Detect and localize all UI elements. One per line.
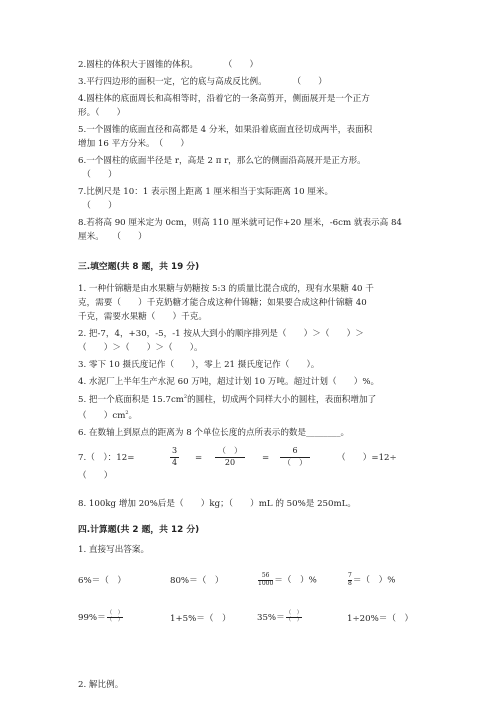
- judge-q8: 8.若将高 90 厘米定为 0cm，则高 110 厘米就可记作+20 厘米，-6cm 就表示高 84: [78, 218, 402, 228]
- judge-q7: 7.比例尺是 10：1 表示图上距离 1 厘米相当于实际距离 10 厘米。: [78, 187, 334, 197]
- fill-q4: 4. 水泥厂上半年生产水泥 60 万吨，超过计划 10 万吨。超过计划（ ）%。: [78, 377, 380, 387]
- fill-q1-line2: 克，需要（ ）千克奶糖才能合成这种什锦糖；如果要合成这种什锦糖 40: [78, 298, 367, 308]
- judge-q5-line2: 增加 16 平方分米。 （ ）: [78, 139, 189, 149]
- judge-q6: 6.一个圆柱的底面半径是 r，高是 2 π r，那么它的侧面沿高展开是正方形。: [78, 156, 366, 166]
- fill-q5-line2: （ ）$cm^2$。: [78, 410, 138, 421]
- fill-q7-eq2: =: [262, 453, 270, 463]
- fill-q7-eq1: =: [195, 453, 203, 463]
- judge-q6-line2: （ ）: [78, 170, 117, 180]
- fill-q5-line1: 5. 把一个底面积是 $15.7cm^2$的圆柱，切成两个同样大小的圆柱，表面积增加了: [78, 394, 377, 405]
- judge-q2: 2.圆柱的体积大于圆锥的体积。 （ ）: [78, 60, 259, 70]
- fill-q2-line2: （ ）＞（ ）＞（ ）。: [78, 343, 203, 353]
- fraction-blank-over-20: （ ） 20: [215, 446, 245, 469]
- calc-r2-d: 1÷20%＝（ ）: [347, 614, 414, 624]
- judge-q3: 3.平行四边形的面积一定，它的底与高成反比例。 （ ）: [78, 77, 327, 87]
- fill-q7-prefix: 7.（ ）：12=: [78, 453, 135, 463]
- fill-q1-line1: 1. 一种什锦糖是由水果糖与奶糖按 5:3 的质量比混合成的，现有水果糖 40 千: [78, 284, 374, 294]
- section-title-calc: 四.计算题(共 2 题，共 12 分): [78, 525, 200, 535]
- calc-r2-b: 1+5%＝（ ）: [170, 614, 231, 624]
- fill-q3: 3. 零下 10 摄氏度记作（ ），零上 21 摄氏度记作（ ）。: [78, 360, 320, 370]
- fraction-three-quarters: 3 4: [171, 446, 178, 467]
- calc-r1-a: 6%＝（ ）: [78, 576, 127, 586]
- calc-r1-b: 80%＝（ ）: [170, 576, 224, 586]
- calc-q2: 2. 解比例。: [78, 680, 124, 690]
- fill-q6: 6. 在数轴上到原点的距离为 8 个单位长度的点所表示的数是________。: [78, 428, 350, 438]
- fill-q7-suffix-line2: （ ）: [78, 471, 113, 481]
- calc-r1-c: $\frac{56}{1000}$ ＝（ ）%: [258, 572, 317, 587]
- section-title-fill: 三.填空题(共 8 题，共 19 分): [78, 262, 200, 272]
- fill-q7-suffix: （ ）=12÷: [337, 453, 397, 463]
- fill-q8: 8. 100kg 增加 20%后是（ ）kg；（ ）mL 的 50%是 250mL。: [78, 499, 356, 509]
- judge-q7-line2: （ ）: [78, 201, 117, 211]
- calc-r2-c: 35%＝ （ ） （ ）: [257, 610, 303, 623]
- fill-q1-line3: 千克，需要水果糖（ ）千克。: [78, 312, 207, 322]
- calc-q1: 1. 直接写出答案。: [78, 545, 150, 555]
- judge-q5: 5.一个圆锥的底面直径和高都是 4 分米，如果沿着底面直径切成两半，表面积: [78, 125, 373, 135]
- judge-q8-line2: 厘米。 （ ）: [78, 232, 147, 242]
- judge-q4-line2: 形。（ ）: [78, 108, 126, 118]
- fill-q2-line1: 2. 把-7，4，+30，-5，-1 按从大到小的顺序排列是（ ）＞（ ）＞: [78, 329, 364, 339]
- judge-q4: 4.圆柱体的底面周长和高相等时，沿着它的一条高剪开，侧面展开是一个正方: [78, 94, 370, 104]
- calc-r2-a: 99%＝ （ ） （ ）: [78, 610, 124, 623]
- calc-r1-d: $\frac{7}{8}$ ＝（ ）%: [348, 572, 396, 587]
- fraction-6-over-blank: 6 （ ）: [280, 446, 310, 469]
